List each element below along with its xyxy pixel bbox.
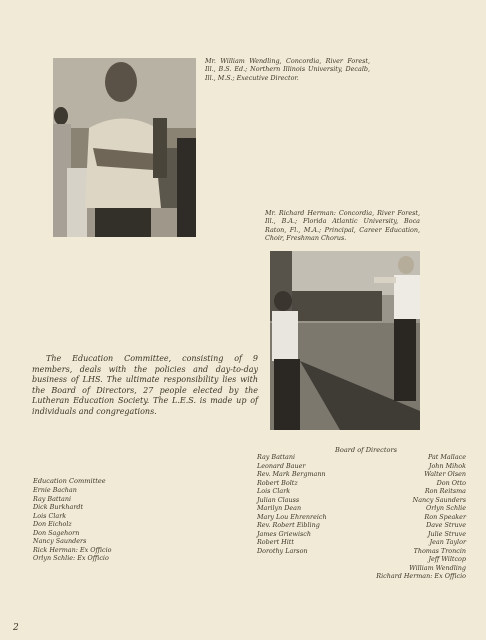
list-item: Don Eicholz xyxy=(33,520,72,528)
caption-william-wendling: Mr. William Wendling, Concordia, River Forest, Ill., B.S. Ed.; Northern Illinois University, Decalb, Ill., M.S.; Executive Director. xyxy=(205,57,370,82)
list-item: James Griewisch xyxy=(257,529,311,538)
caption-richard-herman: Mr. Richard Herman: Concordia, River Forest, Ill., B.A.; Florida Atlantic University, Boca Raton, Fl., M.A.; Principal, Career Education, Choir, Freshman Chorus. xyxy=(265,209,420,243)
list-item: Nancy Saunders xyxy=(412,495,466,504)
list-item: Dorothy Larson xyxy=(257,546,308,555)
photo-richard-herman xyxy=(270,251,420,430)
board-right-column xyxy=(376,453,466,581)
list-item: Robert Boltz xyxy=(257,478,298,487)
list-item: Ray Battani xyxy=(33,494,72,503)
list-item: Leonard Bauer xyxy=(257,461,306,470)
list-item: Orlyn Schlie: Ex Officio xyxy=(33,554,109,562)
list-item: Ron Speaker xyxy=(424,512,466,521)
list-item: Marilyn Dean xyxy=(257,504,302,512)
list-item: Rev. Mark Bergmann xyxy=(257,470,326,478)
list-item: Ray Battani xyxy=(257,453,296,461)
page-number: 2 xyxy=(13,623,19,633)
education-committee-heading: Education Committee xyxy=(33,477,106,485)
list-item: Ernie Bachan xyxy=(33,486,77,494)
list-item: Orlyn Schlie xyxy=(425,504,466,512)
list-item: Rick Herman: Ex Officio xyxy=(33,545,112,554)
list-item: Julian Clauss xyxy=(257,495,300,504)
list-item: Walter Olsen xyxy=(424,470,466,478)
list-item: Richard Herman: Ex Officio xyxy=(376,572,466,580)
list-item: Nancy Saunders xyxy=(33,537,87,545)
list-item: Jeff Wiltcop xyxy=(428,555,466,563)
list-item: Lois Clark xyxy=(33,511,67,520)
list-item: Jean Taylor xyxy=(429,538,466,546)
list-item: William Wendling xyxy=(409,563,466,572)
board-of-directors-heading: Board of Directors xyxy=(335,446,398,454)
education-committee-list xyxy=(33,486,112,563)
list-item: Thomas Troncin xyxy=(413,546,466,555)
list-item: Pat Mallace xyxy=(427,453,466,461)
list-item: Don Otto xyxy=(436,478,466,487)
list-item: John Mihok xyxy=(428,461,466,470)
list-item: Don Sagehorn xyxy=(33,528,80,537)
photo-william-wendling xyxy=(53,58,196,237)
list-item: Ron Reitsma xyxy=(424,487,466,495)
list-item: Mary Lou Ehrenreich xyxy=(257,512,327,521)
list-item: Rev. Robert Eibling xyxy=(257,521,320,529)
list-item: Lois Clark xyxy=(257,487,291,495)
board-left-column xyxy=(257,453,327,555)
intro-paragraph: The Education Committee, consisting of 9 members, deals with the policies and day-to-day business of LHS. The ultimate responsibility lies with the Board of Directors, 27 people elected by the Lutheran Education Society. The L.E.S. is made up of individuals and congregations. xyxy=(32,354,258,416)
list-item: Robert Hitt xyxy=(257,538,294,546)
list-item: Dave Struve xyxy=(426,521,466,529)
list-item: Julie Struve xyxy=(427,529,466,538)
list-item: Dick Burkhardt xyxy=(33,503,84,511)
